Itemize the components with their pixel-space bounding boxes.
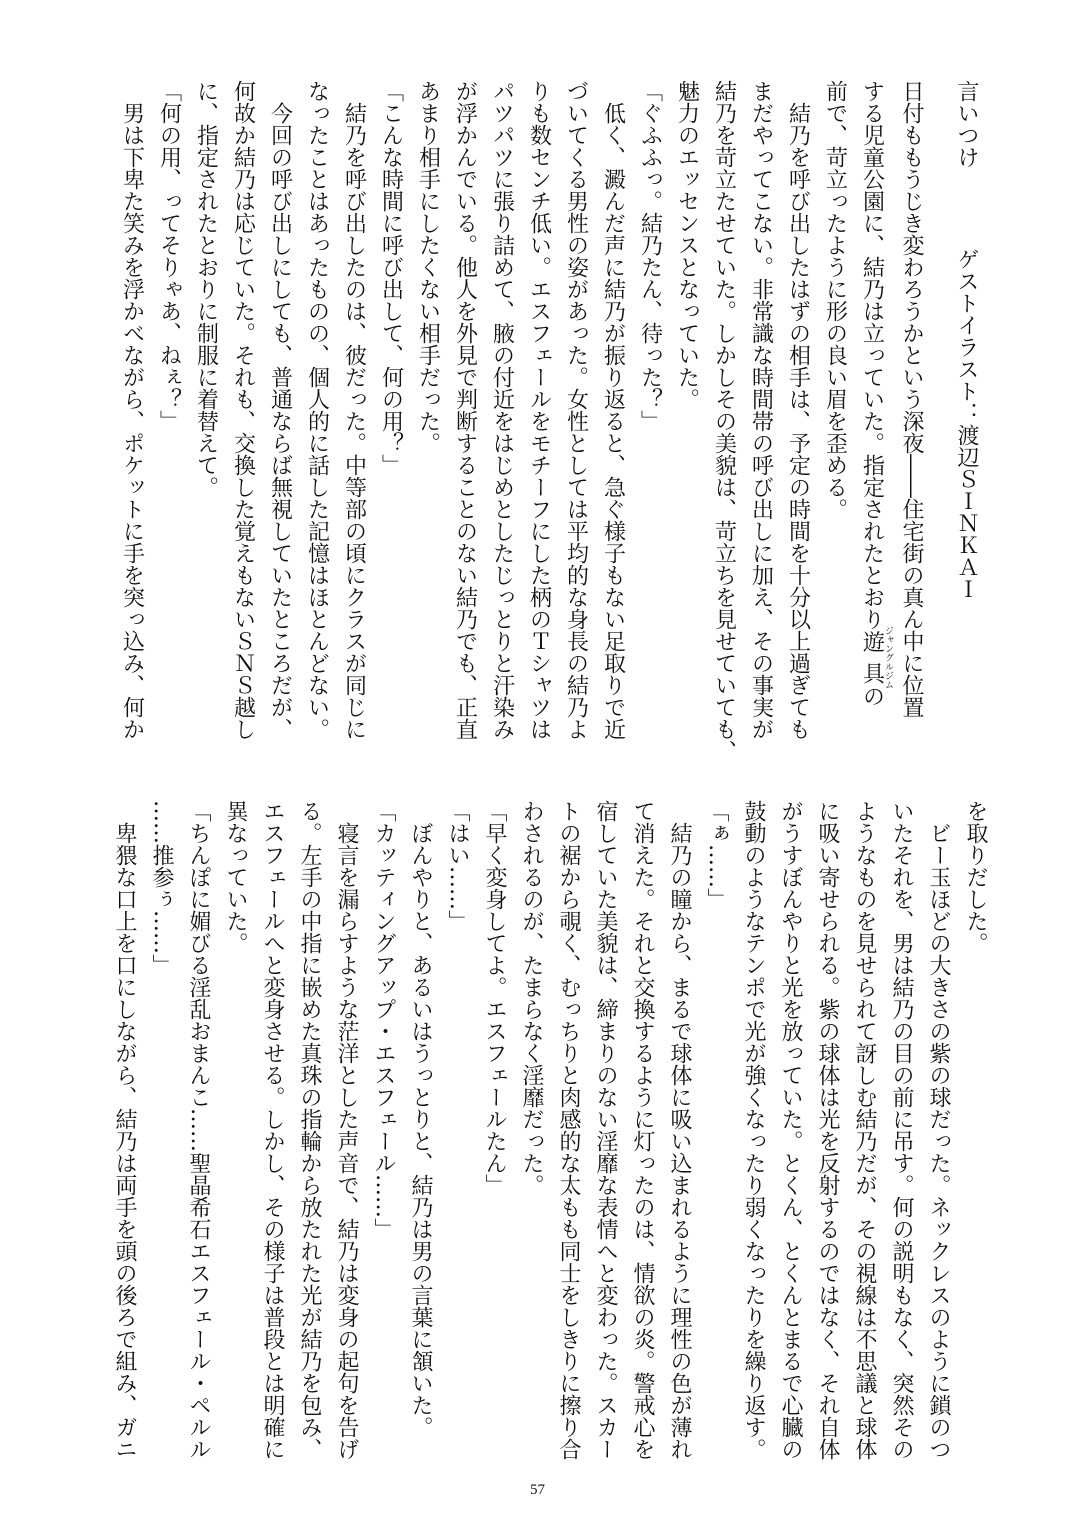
text-line: 「ぐふふっ。結乃たん、待った？」 [637, 80, 663, 432]
text-line: を取りだした。 [963, 800, 988, 954]
text-line: りも数センチ低い。エスフェールをモチーフにした柄のＴシャツは [526, 80, 552, 740]
story-title: 言いつけ [954, 80, 979, 168]
text-line: 「はい……」 [445, 800, 470, 932]
text-line: 宿していた美貌は、締まりのない淫靡な表情へと変わった。スカー [593, 800, 618, 1460]
text-line: わされるのが、たまらなく淫靡だった。 [519, 800, 544, 1196]
text-line: づいてくる男性の姿があった。女性としては平均的な身長の結乃よ [563, 80, 589, 740]
text-line: 「何の用、ってそりゃあ、ねぇ？」 [156, 80, 182, 432]
text-line: に吸い寄せられる。紫の球体は光を反射するのではなく、それ自体 [815, 800, 840, 1460]
text-line [854, 80, 894, 770]
text-line: まだやってこない。非常識な時間帯の呼び出しに加え、その事実が [748, 80, 774, 740]
ruby-base: 遊具 [859, 626, 885, 689]
text-line: 低く、澱んだ声に結乃が振り返ると、急ぐ様子もない足取りで近 [600, 80, 626, 740]
lower-text-block [106, 800, 994, 1470]
text-line: る。左手の中指に嵌めた真珠の指輪から放たれた光が結乃を包み、 [297, 800, 322, 1460]
text-line: 「ぁ……」 [704, 800, 729, 910]
text-line: 寝言を漏らすような茫洋とした声音で、結乃は変身の起句を告げ [334, 800, 359, 1460]
text-line: が浮かんでいる。他人を外見で判断することのない結乃でも、正直 [452, 80, 478, 740]
text-line: 「ちんぽに媚びる淫乱おまんこ……聖晶希石エスフェール・ペルル [186, 800, 211, 1460]
text-line: いたそれを、男は結乃の目の前に吊す。何の説明もなく、突然その [889, 800, 914, 1460]
text-line: がうすぼんやりと光を放っていた。とくん、とくんとまるで心臓の [778, 800, 803, 1460]
upper-text-block [114, 80, 986, 770]
page-number: 57 [530, 1482, 545, 1498]
text-line: 日付ももうじき変わろうかという深夜――住宅街の真ん中に位置 [899, 80, 924, 718]
text-line: あまり相手にしたくない相手だった。 [415, 80, 441, 454]
text-line: パツパツに張り詰めて、腋の付近をはじめとしたじっとりと汗染み [489, 80, 515, 740]
text-line: に、指定されたとおりに制服に着替えて。 [193, 80, 219, 498]
text-line: 結乃を呼び出したはずの相手は、予定の時間を十分以上過ぎても [785, 80, 811, 740]
text-line: 何故か結乃は応じていた。それも、交換した覚えもないＳＮＳ越し [230, 80, 256, 740]
text-line: ぼんやりと、あるいはうっとりと、結乃は男の言葉に頷いた。 [408, 800, 433, 1438]
text-segment: の [859, 685, 885, 707]
text-line: ようなものを見せられて訝しむ結乃だが、その視線は不思議と球体 [852, 800, 877, 1460]
text-line: 魅力のエッセンスとなっていた。 [674, 80, 700, 410]
text-line: 今回の呼び出しにしても、普通ならば無視していたところだが、 [267, 80, 293, 740]
text-line: て消えた。それと交換するように灯ったのは、情欲の炎。警戒心を [630, 800, 655, 1460]
text-line: 結乃を苛立たせていた。しかしその美貌は、苛立ちを見せていても、 [711, 80, 737, 762]
text-line: 男は下卑た笑みを浮かべながら、ポケットに手を突っ込み、何か [119, 80, 145, 740]
text-line: 結乃を呼び出したのは、彼だった。中等部の頃にクラスが同じに [341, 80, 367, 740]
text-line: 「早く変身してよ。エスフェールたん」 [482, 800, 507, 1196]
story-title-line [948, 80, 985, 770]
text-line: 異なっていた。 [223, 800, 248, 954]
guest-illustration-credit: ゲストイラスト：渡辺ＳＩＮＫＡＩ [954, 248, 979, 600]
text-line: 結乃の瞳から、まるで球体に吸い込まれるように理性の色が薄れ [667, 800, 692, 1460]
text-line: ……推参ぅ……」 [149, 800, 174, 976]
text-line: ビー玉ほどの大きさの紫の球だった。ネックレスのように鎖のつ [926, 800, 951, 1460]
text-line: 「こんな時間に呼び出して、何の用？」 [378, 80, 404, 476]
ruby-reading: ジャングルジム [883, 626, 893, 689]
text-line: 卑猥な口上を口にしながら、結乃は両手を頭の後ろで組み、ガニ [112, 800, 137, 1460]
text-line: 鼓動のようなテンポで光が強くなったり弱くなったりを繰り返す。 [741, 800, 766, 1460]
ruby-word [859, 626, 893, 689]
text-line: エスフェールへと変身させる。しかし、その様子は普段とは明確に [260, 800, 285, 1460]
text-line: 前で、苛立ったように形の良い眉を歪める。 [822, 80, 848, 520]
text-segment: する児童公園に、結乃は立っていた。指定されたとおり [859, 80, 885, 630]
text-line: なったことはあったものの、個人的に話した記憶はほとんどない。 [304, 80, 330, 740]
text-line: トの裾から覗く、むっちりと肉感的な太もも同士をしきりに擦り合 [556, 800, 581, 1460]
text-line: 「カッティングアップ・エスフェール……」 [371, 800, 396, 1240]
